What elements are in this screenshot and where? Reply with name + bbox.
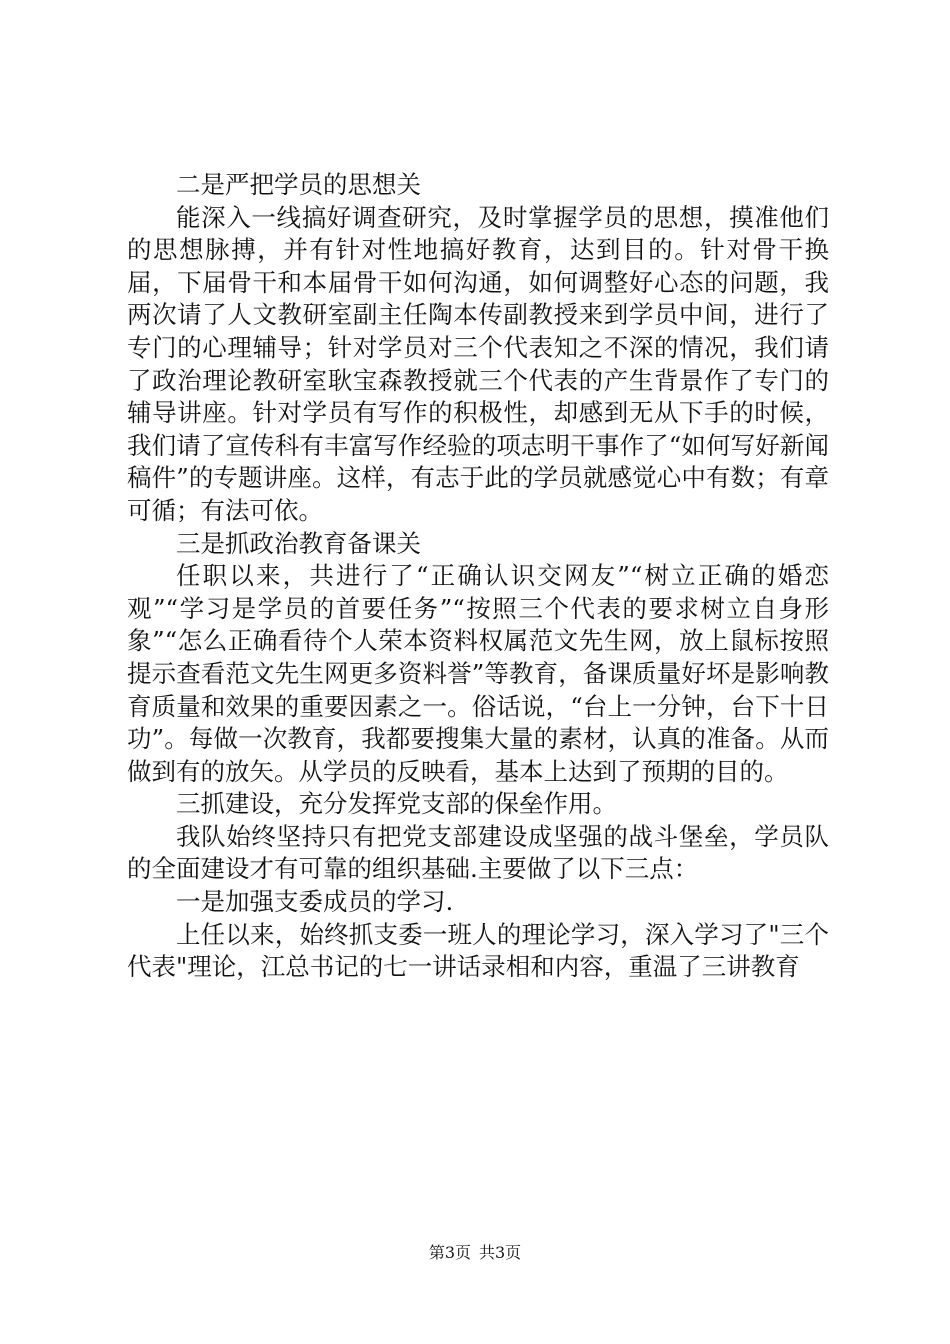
paragraph: 我队始终坚持只有把党支部建设成坚强的战斗堡垒，学员队的全面建设才有可靠的组织基础.主要做了以下三点： bbox=[127, 821, 829, 884]
page-footer bbox=[0, 1243, 950, 1263]
paragraph-heading-committee-study: 一是加强支委成员的学习. bbox=[176, 887, 454, 917]
paragraph: 上任以来，始终抓支委一班人的理论学习，深入学习了"三个代表"理论，江总书记的七一讲话录相和内容，重温了三讲教育 bbox=[127, 919, 829, 982]
paragraph-heading-lesson-prep: 三是抓政治教育备课关 bbox=[176, 528, 421, 558]
paragraph-heading-party-branch: 三抓建设，充分发挥党支部的保垒作用。 bbox=[176, 789, 617, 819]
document-body bbox=[127, 169, 829, 984]
paragraph: 任职以来，共进行了“正确认识交网友”“树立正确的婚恋观”“学习是学员的首要任务”“按照三个代表的要求树立自身形象”“怎么正确看待个人荣本资料权属范文先生网，放上鼠标按照提示查看范文先生网更多资料誉”等教育，备课质量好坏是影响教育质量和效果的重要因素之一。俗话说，“台上一分钟，台下十日功”。每做一次教育，我都要搜集大量的素材，认真的准备。从而做到有的放矢。从学员的反映看，基本上达到了预期的目的。 bbox=[127, 561, 829, 786]
paragraph: 能深入一线搞好调查研究，及时掌握学员的思想，摸准他们的思想脉搏，并有针对性地搞好教育，达到目的。针对骨干换届，下届骨干和本届骨干如何沟通，如何调整好心态的问题，我两次请了人文教研室副主任陶本传副教授来到学员中间，进行了专门的心理辅导；针对学员对三个代表知之不深的情况，我们请了政治理论教研室耿宝森教授就三个代表的产生背景作了专门的辅导讲座。针对学员有写作的积极性，却感到无从下手的时候，我们请了宣传科有丰富写作经验的项志明干事作了“如何写好新闻稿件”的专题讲座。这样，有志于此的学员就感觉心中有数；有章可循；有法可依。 bbox=[127, 202, 829, 525]
paragraph-heading-ideology: 二是严把学员的思想关 bbox=[176, 170, 421, 199]
page-total: 共3页 bbox=[479, 1243, 522, 1262]
page-number: 第3页 bbox=[428, 1243, 471, 1262]
